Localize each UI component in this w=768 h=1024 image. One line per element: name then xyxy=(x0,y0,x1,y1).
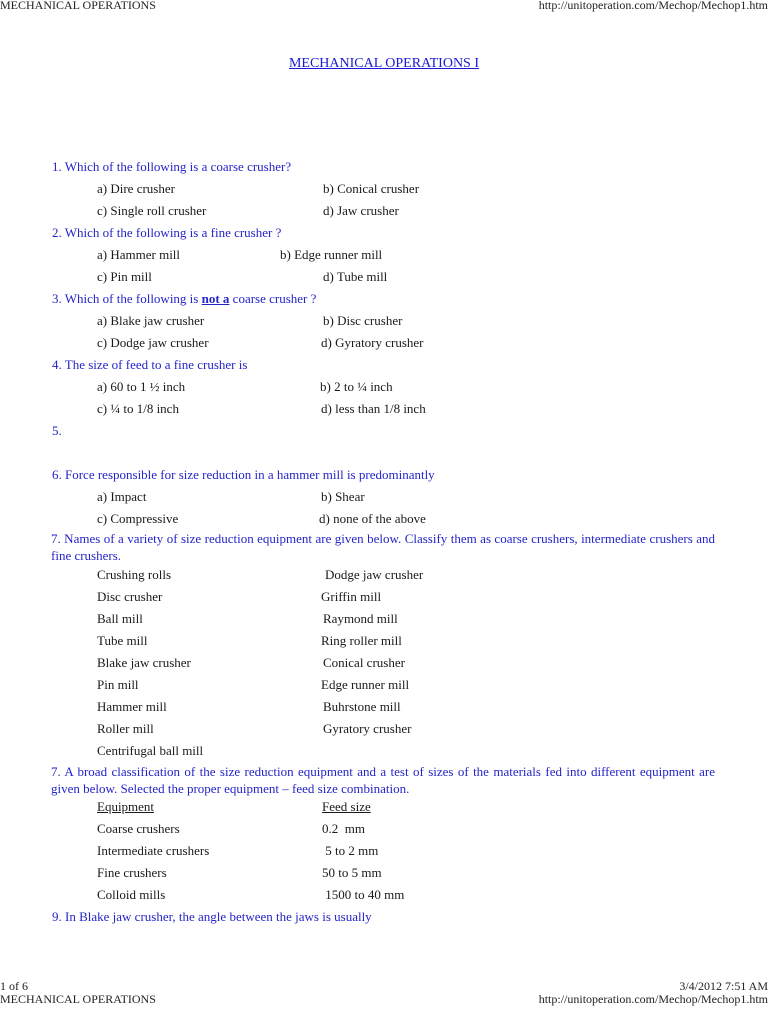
equipment-list-item: Blake jaw crusher xyxy=(97,655,191,670)
next-page-header-url[interactable]: http://unitoperation.com/Mechop/Mechop1.htm xyxy=(538,992,768,1006)
question-3-emphasis: not a xyxy=(201,291,230,306)
question-3-text-start: 3. Which of the following is xyxy=(52,291,202,306)
equipment-cell: Coarse crushers xyxy=(97,821,180,836)
q2-option-c: c) Pin mill xyxy=(97,269,152,284)
q3-option-d: d) Gyratory crusher xyxy=(321,335,424,350)
question-9: 9. In Blake jaw crusher, the angle between the jaws is usually xyxy=(52,909,372,924)
page-number: 1 of 6 xyxy=(0,979,28,993)
feed-size-cell: 50 to 5 mm xyxy=(322,865,382,880)
equipment-list-item: Edge runner mill xyxy=(321,677,410,692)
feed-size-cell: 0.2 mm xyxy=(322,821,365,836)
print-datetime: 3/4/2012 7:51 AM xyxy=(679,979,768,993)
equipment-list-item: Crushing rolls xyxy=(97,567,172,582)
question-3 xyxy=(52,291,316,307)
feed-size-cell: 1500 to 40 mm xyxy=(322,887,405,902)
q1-option-b: b) Conical crusher xyxy=(323,181,420,196)
q6-option-a: a) Impact xyxy=(97,489,147,504)
equipment-cell: Intermediate crushers xyxy=(97,843,210,858)
question-5: 5. xyxy=(52,423,62,438)
q1-option-a: a) Dire crusher xyxy=(97,181,175,196)
q6-option-b: b) Shear xyxy=(321,489,365,504)
header-url[interactable]: http://unitoperation.com/Mechop/Mechop1.htm xyxy=(538,0,768,12)
equipment-list-item: Ring roller mill xyxy=(321,633,402,648)
q3-option-b: b) Disc crusher xyxy=(323,313,403,328)
question-3-text-end: coarse crusher ? xyxy=(229,291,317,306)
feed-size-cell: 5 to 2 mm xyxy=(322,843,379,858)
equipment-list-item: Centrifugal ball mill xyxy=(97,743,204,758)
q2-option-a: a) Hammer mill xyxy=(97,247,181,262)
equipment-list-item: Disc crusher xyxy=(97,589,163,604)
page-title: MECHANICAL OPERATIONS I xyxy=(288,56,480,71)
equipment-list-item: Hammer mill xyxy=(97,699,167,714)
q4-option-d: d) less than 1/8 inch xyxy=(321,401,426,416)
q6-option-c: c) Compressive xyxy=(97,511,179,526)
q4-option-b: b) 2 to ¼ inch xyxy=(320,379,393,394)
equipment-list-item: Ball mill xyxy=(97,611,143,626)
header-title: MECHANICAL OPERATIONS xyxy=(0,0,156,12)
q4-option-a: a) 60 to 1 ½ inch xyxy=(97,379,186,394)
equipment-list-item: Tube mill xyxy=(97,633,148,648)
q1-option-d: d) Jaw crusher xyxy=(323,203,399,218)
equipment-list-item: Dodge jaw crusher xyxy=(325,567,424,582)
question-2: 2. Which of the following is a fine crusher ? xyxy=(52,225,282,240)
equipment-list-item: Griffin mill xyxy=(321,589,382,604)
question-6: 6. Force responsible for size reduction in a hammer mill is predominantly xyxy=(52,467,435,482)
feed-size-column-header: Feed size xyxy=(322,799,371,814)
equipment-list-item: Raymond mill xyxy=(323,611,398,626)
equipment-list-item: Buhrstone mill xyxy=(323,699,401,714)
q4-option-c: c) ¼ to 1/8 inch xyxy=(97,401,179,416)
next-page-header-title: MECHANICAL OPERATIONS xyxy=(0,992,156,1006)
equipment-list-item: Roller mill xyxy=(97,721,154,736)
equipment-cell: Colloid mills xyxy=(97,887,166,902)
equipment-cell: Fine crushers xyxy=(97,865,167,880)
question-7-classify: 7. Names of a variety of size reduction equipment are given below. Classify them as coarse crushers, intermediate crushers and fine crushers. xyxy=(51,531,715,563)
question-1: 1. Which of the following is a coarse crusher? xyxy=(52,159,292,174)
q6-option-d: d) none of the above xyxy=(319,511,426,526)
q1-option-c: c) Single roll crusher xyxy=(97,203,207,218)
equipment-list-item: Gyratory crusher xyxy=(323,721,412,736)
q2-option-b: b) Edge runner mill xyxy=(280,247,383,262)
equipment-column-header: Equipment xyxy=(97,799,155,814)
q2-option-d: d) Tube mill xyxy=(323,269,388,284)
q3-option-a: a) Blake jaw crusher xyxy=(97,313,205,328)
equipment-list-item: Pin mill xyxy=(97,677,139,692)
question-4: 4. The size of feed to a fine crusher is xyxy=(52,357,248,372)
equipment-list-item: Conical crusher xyxy=(323,655,405,670)
question-7-feed-size: 7. A broad classification of the size reduction equipment and a test of sizes of the materials fed into different equipment are given below. Selected the proper equipment – feed size combination. xyxy=(51,764,715,796)
q3-option-c: c) Dodge jaw crusher xyxy=(97,335,209,350)
